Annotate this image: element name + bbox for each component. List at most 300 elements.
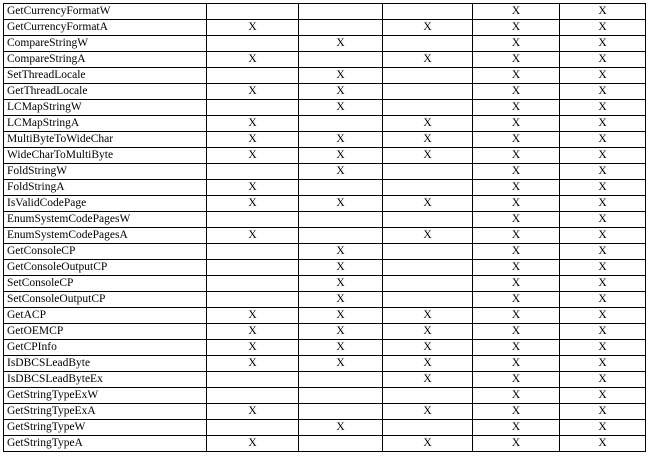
support-mark: X xyxy=(598,69,607,81)
function-name-cell: SetConsoleOutputCP xyxy=(4,292,207,308)
support-mark: X xyxy=(511,69,521,81)
support-cell-col-4 xyxy=(473,292,560,308)
support-cell-col-2 xyxy=(299,324,383,340)
support-cell-col-3 xyxy=(383,36,473,52)
table-row xyxy=(4,228,646,244)
table-row xyxy=(4,212,646,228)
support-cell-col-3 xyxy=(383,436,473,452)
support-mark: X xyxy=(248,405,257,417)
support-mark: X xyxy=(511,85,521,97)
support-cell-col-4 xyxy=(473,356,560,372)
support-mark: X xyxy=(511,101,521,113)
support-mark: X xyxy=(511,405,521,417)
support-cell-col-1 xyxy=(207,180,299,196)
support-mark: X xyxy=(598,405,607,417)
support-cell-col-1 xyxy=(207,276,299,292)
support-mark: X xyxy=(336,37,345,49)
support-mark: X xyxy=(598,277,607,289)
support-cell-col-3 xyxy=(383,164,473,180)
support-mark: X xyxy=(336,69,345,81)
support-mark: X xyxy=(511,373,521,385)
support-cell-col-1 xyxy=(207,292,299,308)
support-mark: X xyxy=(511,389,521,401)
function-name-cell: EnumSystemCodePagesA xyxy=(4,228,207,244)
support-cell-col-3 xyxy=(383,68,473,84)
function-name-cell: EnumSystemCodePagesW xyxy=(4,212,207,228)
table-row xyxy=(4,116,646,132)
support-mark: X xyxy=(511,37,521,49)
support-cell-col-4 xyxy=(473,228,560,244)
support-mark: X xyxy=(511,261,521,273)
support-mark: X xyxy=(598,5,607,17)
support-cell-col-5 xyxy=(560,52,646,68)
support-cell-col-4 xyxy=(473,164,560,180)
function-name-cell: IsDBCSLeadByteEx xyxy=(4,372,207,388)
support-mark: X xyxy=(248,85,257,97)
support-cell-col-3 xyxy=(383,420,473,436)
support-mark: X xyxy=(423,373,432,385)
support-cell-col-3 xyxy=(383,52,473,68)
support-mark: X xyxy=(336,85,345,97)
support-mark: X xyxy=(248,341,257,353)
support-cell-col-2 xyxy=(299,404,383,420)
table-row xyxy=(4,292,646,308)
support-mark: X xyxy=(598,213,607,225)
support-cell-col-3 xyxy=(383,292,473,308)
table-row xyxy=(4,388,646,404)
support-mark: X xyxy=(598,165,607,177)
table-row xyxy=(4,340,646,356)
support-mark: X xyxy=(511,437,521,449)
support-cell-col-5 xyxy=(560,292,646,308)
support-mark: X xyxy=(511,5,521,17)
support-mark: X xyxy=(423,117,432,129)
support-cell-col-4 xyxy=(473,100,560,116)
api-compatibility-table xyxy=(3,3,646,452)
function-name-cell: MultiByteToWideChar xyxy=(4,132,207,148)
table-row xyxy=(4,68,646,84)
support-cell-col-3 xyxy=(383,228,473,244)
support-cell-col-1 xyxy=(207,388,299,404)
function-name-cell: GetStringTypeExA xyxy=(4,404,207,420)
support-cell-col-5 xyxy=(560,420,646,436)
support-mark: X xyxy=(423,341,432,353)
support-cell-col-4 xyxy=(473,420,560,436)
support-cell-col-2 xyxy=(299,212,383,228)
function-name-cell: IsDBCSLeadByte xyxy=(4,356,207,372)
function-name-cell: GetACP xyxy=(4,308,207,324)
support-cell-col-2 xyxy=(299,116,383,132)
support-cell-col-3 xyxy=(383,308,473,324)
support-mark: X xyxy=(511,197,521,209)
table-row xyxy=(4,356,646,372)
support-mark: X xyxy=(336,357,345,369)
support-cell-col-5 xyxy=(560,132,646,148)
function-name-cell: GetCurrencyFormatW xyxy=(4,4,207,20)
table-row xyxy=(4,260,646,276)
support-cell-col-3 xyxy=(383,388,473,404)
support-cell-col-3 xyxy=(383,372,473,388)
support-cell-col-5 xyxy=(560,4,646,20)
support-mark: X xyxy=(598,85,607,97)
support-mark: X xyxy=(423,405,432,417)
support-mark: X xyxy=(336,245,345,257)
support-mark: X xyxy=(511,21,521,33)
table-row xyxy=(4,180,646,196)
support-cell-col-1 xyxy=(207,84,299,100)
support-cell-col-4 xyxy=(473,388,560,404)
support-mark: X xyxy=(336,325,345,337)
support-mark: X xyxy=(336,341,345,353)
support-cell-col-3 xyxy=(383,276,473,292)
support-cell-col-3 xyxy=(383,180,473,196)
support-cell-col-3 xyxy=(383,404,473,420)
support-cell-col-4 xyxy=(473,148,560,164)
support-cell-col-2 xyxy=(299,20,383,36)
support-cell-col-5 xyxy=(560,116,646,132)
support-mark: X xyxy=(511,277,521,289)
function-name-cell: GetCurrencyFormatA xyxy=(4,20,207,36)
support-cell-col-2 xyxy=(299,372,383,388)
function-name-cell: GetConsoleCP xyxy=(4,244,207,260)
support-mark: X xyxy=(423,197,432,209)
function-name-cell: GetThreadLocale xyxy=(4,84,207,100)
support-mark: X xyxy=(248,53,257,65)
support-cell-col-1 xyxy=(207,436,299,452)
support-cell-col-2 xyxy=(299,420,383,436)
support-cell-col-4 xyxy=(473,52,560,68)
support-cell-col-2 xyxy=(299,356,383,372)
support-mark: X xyxy=(248,229,257,241)
support-cell-col-1 xyxy=(207,308,299,324)
support-cell-col-5 xyxy=(560,356,646,372)
support-cell-col-3 xyxy=(383,196,473,212)
support-mark: X xyxy=(248,149,257,161)
support-cell-col-5 xyxy=(560,100,646,116)
support-mark: X xyxy=(511,309,521,321)
support-cell-col-3 xyxy=(383,244,473,260)
support-cell-col-1 xyxy=(207,324,299,340)
table-row xyxy=(4,52,646,68)
support-mark: X xyxy=(511,213,521,225)
function-name-cell: GetStringTypeExW xyxy=(4,388,207,404)
support-mark: X xyxy=(598,421,607,433)
support-cell-col-4 xyxy=(473,372,560,388)
support-cell-col-5 xyxy=(560,212,646,228)
support-cell-col-4 xyxy=(473,116,560,132)
support-cell-col-4 xyxy=(473,260,560,276)
support-mark: X xyxy=(423,133,432,145)
support-mark: X xyxy=(598,389,607,401)
support-cell-col-5 xyxy=(560,404,646,420)
function-name-cell: WideCharToMultiByte xyxy=(4,148,207,164)
support-cell-col-1 xyxy=(207,420,299,436)
support-cell-col-2 xyxy=(299,340,383,356)
support-cell-col-5 xyxy=(560,196,646,212)
support-mark: X xyxy=(511,229,521,241)
support-cell-col-2 xyxy=(299,52,383,68)
support-mark: X xyxy=(423,21,432,33)
support-mark: X xyxy=(248,181,257,193)
support-mark: X xyxy=(511,133,521,145)
support-mark: X xyxy=(423,53,432,65)
table-body xyxy=(4,4,646,452)
support-mark: X xyxy=(511,149,521,161)
support-mark: X xyxy=(598,229,607,241)
table-row xyxy=(4,100,646,116)
table-row xyxy=(4,372,646,388)
table-row xyxy=(4,20,646,36)
support-mark: X xyxy=(511,181,521,193)
support-mark: X xyxy=(336,293,345,305)
support-mark: X xyxy=(423,325,432,337)
support-mark: X xyxy=(248,309,257,321)
table-row xyxy=(4,308,646,324)
table-row xyxy=(4,84,646,100)
support-cell-col-1 xyxy=(207,164,299,180)
support-mark: X xyxy=(423,149,432,161)
support-cell-col-2 xyxy=(299,196,383,212)
support-mark: X xyxy=(598,245,607,257)
table-row xyxy=(4,196,646,212)
table-row xyxy=(4,436,646,452)
support-cell-col-5 xyxy=(560,164,646,180)
support-cell-col-2 xyxy=(299,228,383,244)
support-cell-col-3 xyxy=(383,132,473,148)
support-cell-col-2 xyxy=(299,244,383,260)
support-cell-col-4 xyxy=(473,20,560,36)
support-cell-col-4 xyxy=(473,68,560,84)
support-mark: X xyxy=(598,373,607,385)
function-name-cell: IsValidCodePage xyxy=(4,196,207,212)
support-mark: X xyxy=(598,309,607,321)
support-cell-col-4 xyxy=(473,180,560,196)
support-cell-col-5 xyxy=(560,388,646,404)
table-row xyxy=(4,36,646,52)
support-cell-col-4 xyxy=(473,196,560,212)
support-cell-col-2 xyxy=(299,164,383,180)
support-cell-col-1 xyxy=(207,372,299,388)
support-cell-col-5 xyxy=(560,260,646,276)
support-cell-col-1 xyxy=(207,132,299,148)
function-name-cell: CompareStringA xyxy=(4,52,207,68)
support-cell-col-5 xyxy=(560,228,646,244)
support-mark: X xyxy=(423,437,432,449)
support-mark: X xyxy=(336,421,345,433)
support-cell-col-4 xyxy=(473,84,560,100)
support-cell-col-1 xyxy=(207,100,299,116)
support-mark: X xyxy=(423,309,432,321)
support-mark: X xyxy=(598,357,607,369)
support-mark: X xyxy=(511,325,521,337)
table-row xyxy=(4,244,646,260)
support-mark: X xyxy=(336,277,345,289)
support-cell-col-5 xyxy=(560,36,646,52)
support-mark: X xyxy=(248,133,257,145)
support-mark: X xyxy=(598,149,607,161)
support-mark: X xyxy=(248,437,257,449)
support-cell-col-5 xyxy=(560,148,646,164)
function-name-cell: GetOEMCP xyxy=(4,324,207,340)
function-name-cell: CompareStringW xyxy=(4,36,207,52)
support-cell-col-5 xyxy=(560,180,646,196)
support-cell-col-3 xyxy=(383,340,473,356)
support-mark: X xyxy=(423,229,432,241)
support-cell-col-3 xyxy=(383,20,473,36)
support-mark: X xyxy=(598,341,607,353)
function-name-cell: LCMapStringW xyxy=(4,100,207,116)
support-cell-col-3 xyxy=(383,260,473,276)
table-row xyxy=(4,132,646,148)
support-mark: X xyxy=(598,117,607,129)
support-mark: X xyxy=(248,197,257,209)
support-mark: X xyxy=(511,245,521,257)
support-cell-col-1 xyxy=(207,20,299,36)
support-cell-col-1 xyxy=(207,116,299,132)
support-cell-col-2 xyxy=(299,180,383,196)
support-mark: X xyxy=(336,101,345,113)
support-mark: X xyxy=(423,357,432,369)
support-mark: X xyxy=(598,37,607,49)
support-cell-col-5 xyxy=(560,340,646,356)
support-mark: X xyxy=(511,53,521,65)
support-cell-col-3 xyxy=(383,324,473,340)
support-mark: X xyxy=(511,341,521,353)
support-mark: X xyxy=(511,357,521,369)
support-cell-col-5 xyxy=(560,308,646,324)
support-mark: X xyxy=(248,325,257,337)
support-mark: X xyxy=(336,133,345,145)
support-cell-col-4 xyxy=(473,276,560,292)
support-cell-col-2 xyxy=(299,260,383,276)
function-name-cell: SetConsoleCP xyxy=(4,276,207,292)
support-cell-col-4 xyxy=(473,244,560,260)
support-mark: X xyxy=(511,117,521,129)
function-name-cell: GetStringTypeA xyxy=(4,436,207,452)
support-cell-col-1 xyxy=(207,4,299,20)
support-mark: X xyxy=(598,197,607,209)
support-cell-col-5 xyxy=(560,244,646,260)
support-mark: X xyxy=(511,293,521,305)
support-cell-col-2 xyxy=(299,4,383,20)
support-cell-col-1 xyxy=(207,244,299,260)
support-mark: X xyxy=(511,165,521,177)
support-cell-col-2 xyxy=(299,68,383,84)
support-cell-col-3 xyxy=(383,100,473,116)
support-cell-col-3 xyxy=(383,84,473,100)
support-cell-col-5 xyxy=(560,84,646,100)
support-mark: X xyxy=(598,261,607,273)
support-cell-col-3 xyxy=(383,212,473,228)
table-row xyxy=(4,404,646,420)
function-name-cell: LCMapStringA xyxy=(4,116,207,132)
function-name-cell: GetConsoleOutputCP xyxy=(4,260,207,276)
support-mark: X xyxy=(598,181,607,193)
support-cell-col-2 xyxy=(299,292,383,308)
support-cell-col-5 xyxy=(560,68,646,84)
support-cell-col-1 xyxy=(207,260,299,276)
function-name-cell: GetCPInfo xyxy=(4,340,207,356)
support-cell-col-1 xyxy=(207,340,299,356)
support-cell-col-5 xyxy=(560,20,646,36)
support-cell-col-3 xyxy=(383,116,473,132)
support-cell-col-3 xyxy=(383,148,473,164)
support-cell-col-4 xyxy=(473,132,560,148)
table-row xyxy=(4,148,646,164)
support-mark: X xyxy=(598,101,607,113)
support-cell-col-4 xyxy=(473,212,560,228)
support-cell-col-2 xyxy=(299,308,383,324)
table-row xyxy=(4,324,646,340)
function-name-cell: SetThreadLocale xyxy=(4,68,207,84)
support-cell-col-2 xyxy=(299,148,383,164)
support-cell-col-1 xyxy=(207,36,299,52)
function-name-cell: GetStringTypeW xyxy=(4,420,207,436)
support-cell-col-1 xyxy=(207,148,299,164)
support-cell-col-2 xyxy=(299,276,383,292)
support-cell-col-1 xyxy=(207,356,299,372)
support-cell-col-3 xyxy=(383,356,473,372)
support-cell-col-2 xyxy=(299,100,383,116)
support-cell-col-5 xyxy=(560,372,646,388)
support-mark: X xyxy=(336,261,345,273)
support-cell-col-2 xyxy=(299,84,383,100)
support-cell-col-5 xyxy=(560,276,646,292)
support-cell-col-4 xyxy=(473,36,560,52)
support-mark: X xyxy=(336,165,345,177)
support-cell-col-3 xyxy=(383,4,473,20)
support-cell-col-2 xyxy=(299,388,383,404)
support-mark: X xyxy=(598,437,607,449)
support-cell-col-1 xyxy=(207,212,299,228)
support-cell-col-1 xyxy=(207,52,299,68)
support-mark: X xyxy=(511,421,521,433)
support-mark: X xyxy=(336,149,345,161)
function-name-cell: FoldStringA xyxy=(4,180,207,196)
support-mark: X xyxy=(598,325,607,337)
table-row xyxy=(4,164,646,180)
support-cell-col-1 xyxy=(207,196,299,212)
support-cell-col-5 xyxy=(560,436,646,452)
support-cell-col-2 xyxy=(299,436,383,452)
support-cell-col-4 xyxy=(473,4,560,20)
support-cell-col-4 xyxy=(473,436,560,452)
support-mark: X xyxy=(248,357,257,369)
support-mark: X xyxy=(248,117,257,129)
support-cell-col-4 xyxy=(473,324,560,340)
table-row xyxy=(4,276,646,292)
table-row xyxy=(4,4,646,20)
support-mark: X xyxy=(598,133,607,145)
support-mark: X xyxy=(598,21,607,33)
support-cell-col-1 xyxy=(207,228,299,244)
support-cell-col-4 xyxy=(473,340,560,356)
support-cell-col-1 xyxy=(207,68,299,84)
support-mark: X xyxy=(336,197,345,209)
support-mark: X xyxy=(248,21,257,33)
support-cell-col-4 xyxy=(473,308,560,324)
support-cell-col-5 xyxy=(560,324,646,340)
support-cell-col-1 xyxy=(207,404,299,420)
function-name-cell: FoldStringW xyxy=(4,164,207,180)
support-cell-col-4 xyxy=(473,404,560,420)
table-row xyxy=(4,420,646,436)
support-cell-col-2 xyxy=(299,36,383,52)
support-cell-col-2 xyxy=(299,132,383,148)
support-mark: X xyxy=(598,293,607,305)
support-mark: X xyxy=(336,309,345,321)
support-mark: X xyxy=(598,53,607,65)
